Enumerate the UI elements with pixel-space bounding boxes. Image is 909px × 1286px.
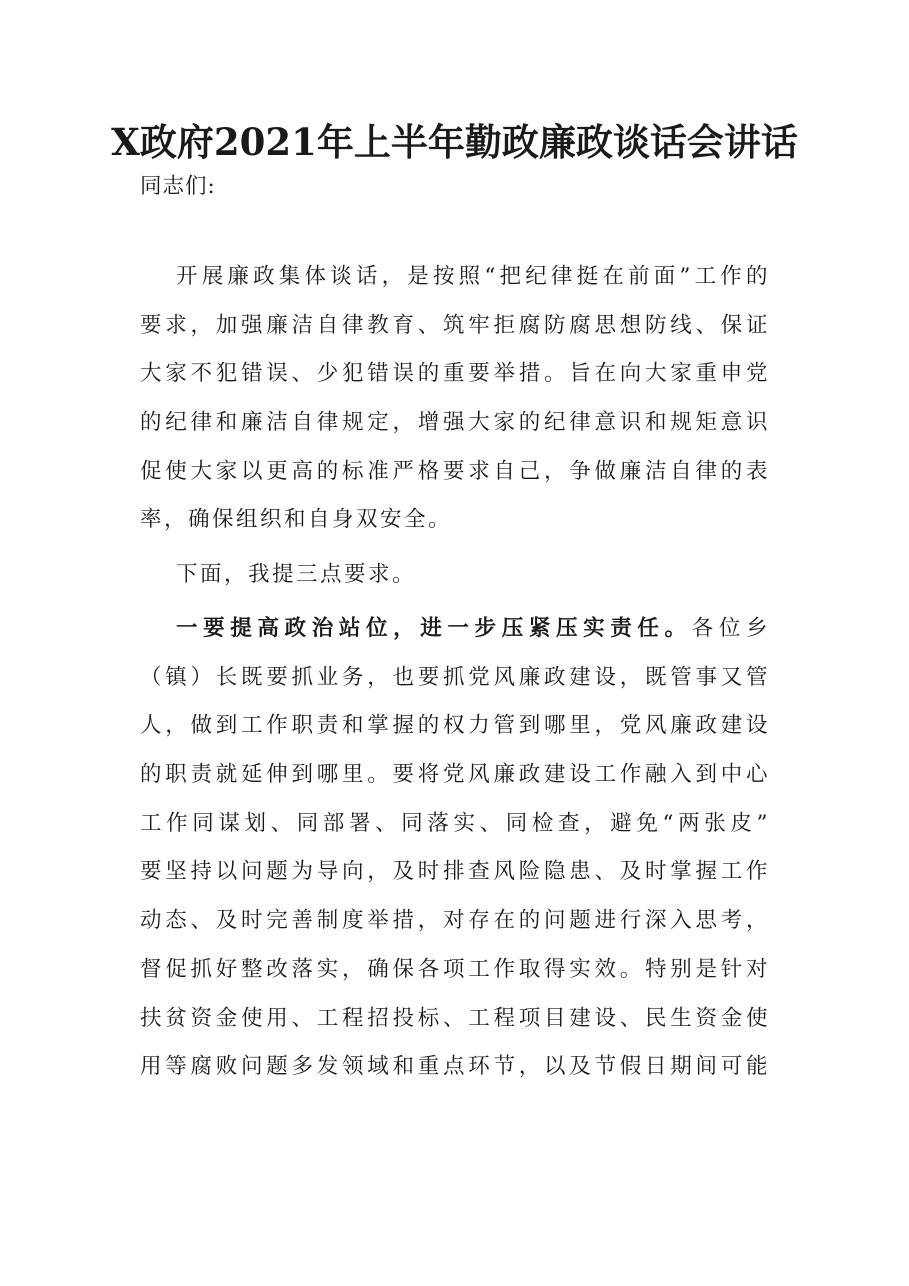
heading-line-continuation: 各位乡 [691,616,770,641]
paragraph-line: 督促抓好整改落实，确保各项工作取得实效。特别是针对 [140,956,770,982]
paragraph-intro [140,253,770,545]
paragraph-line: 用等腐败问题多发领域和重点环节，以及节假日期间可能 [140,1054,770,1080]
paragraph-line: 的职责就延伸到哪里。要将党风廉政建设工作融入到中心 [140,762,770,788]
paragraph-line: 开展廉政集体谈话，是按照“把纪律挺在前面”工作的 [176,264,770,289]
paragraph-transition [140,551,770,600]
paragraph-first-line [140,605,770,654]
paragraph-line: 大家不犯错误、少犯错误的重要举措。旨在向大家重申党 [140,361,770,387]
paragraph-point-one [140,605,770,1092]
paragraph-line: 促使大家以更高的标准严格要求自己，争做廉洁自律的表 [140,458,770,484]
document-title: X政府2021年上半年勤政廉政谈话会讲话 [111,120,798,164]
paragraph-line: 工作同谋划、同部署、同落实、同检查，避免“两张皮” [140,810,770,836]
paragraph-line: 人，做到工作职责和掌握的权力管到哪里，党风廉政建设 [140,713,770,739]
paragraph-line: 要求，加强廉洁自律教育、筑牢拒腐防腐思想防线、保证 [140,312,770,338]
paragraph-line: 扶贫资金使用、工程招投标、工程项目建设、民生资金使 [140,1005,770,1031]
paragraph-line: 的纪律和廉洁自律规定，增强大家的纪律意识和规矩意识 [140,410,770,436]
paragraph-line: （镇）长既要抓业务，也要抓党风廉政建设，既管事又管 [140,664,770,690]
section-heading: 一要提高政治站位，进一步压紧压实责任。 [176,616,692,641]
paragraph-line: 下面，我提三点要求。 [176,562,417,587]
paragraph-line: 动态、及时完善制度举措，对存在的问题进行深入思考， [140,908,770,934]
salutation: 同志们: [140,174,216,199]
paragraph-line: 要坚持以问题为导向，及时排查风险隐患、及时掌握工作 [140,859,770,885]
paragraph-line: 率，确保组织和自身双安全。 [140,507,453,533]
